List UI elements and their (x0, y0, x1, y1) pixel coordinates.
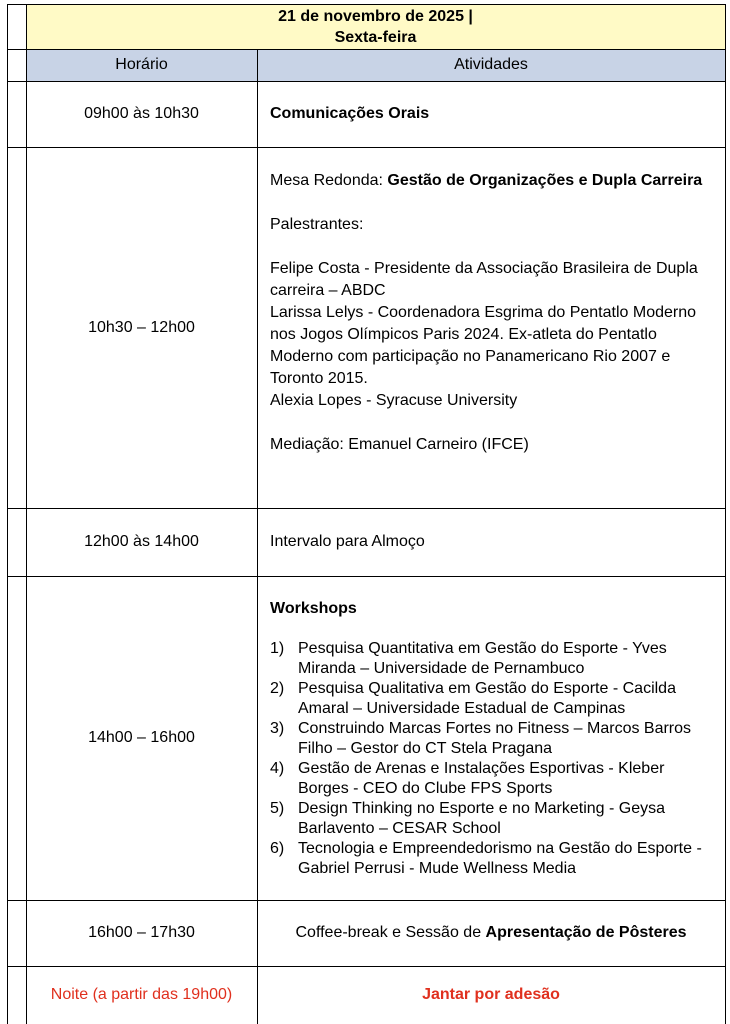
list-item: 5) Design Thinking no Esporte e no Marketing - Geysa Barlavento – CESAR School (270, 800, 666, 837)
time-cell: 10h30 – 12h00 (88, 318, 195, 336)
activity-text: Intervalo para Almoço (270, 533, 425, 550)
table-divider (7, 966, 726, 967)
table-divider (7, 576, 726, 577)
table-border (725, 4, 726, 1024)
activity-cell (270, 508, 720, 576)
table-divider (7, 900, 726, 901)
list-item: 6) Tecnologia e Empreendedorismo na Gestão do Esporte - Gabriel Perrusi - Mude Wellness Media (270, 840, 702, 877)
round-table-heading: Mesa Redonda: Gestão de Organizações e Dupla Carreira (270, 172, 703, 189)
time-cell: Noite (a partir das 19h00) (50, 986, 233, 1003)
time-cell: 12h00 às 14h00 (84, 533, 199, 550)
column-header-time: Horário (26, 49, 257, 81)
activity-cell (257, 966, 725, 1024)
workshops-title: Workshops (270, 600, 357, 617)
day-title (26, 4, 725, 49)
list-item: 2) Pesquisa Qualitativa em Gestão do Esporte - Cacilda Amaral – Universidade Estadual de Campinas (270, 680, 676, 717)
table-border (7, 4, 726, 5)
list-item: 4) Gestão de Arenas e Instalações Esportivas - Kleber Borges - CEO do Clube FPS Sports (270, 760, 665, 797)
table-divider (7, 508, 726, 509)
table-divider (7, 81, 726, 82)
workshop-list (270, 639, 718, 879)
table-divider (26, 4, 27, 1024)
activity-title: Jantar por adesão (422, 986, 560, 1003)
time-cell: 09h00 às 10h30 (84, 105, 199, 122)
list-item: 1) Pesquisa Quantitativa em Gestão do Esporte - Yves Miranda – Universidade de Pernambuco (270, 640, 667, 677)
table-divider (7, 147, 726, 148)
activity-title: Apresentação de Pôsteres (485, 924, 687, 941)
day-date: 21 de novembro de 2025 | (278, 7, 473, 25)
activity-cell (270, 81, 720, 147)
activity-cell (270, 598, 718, 879)
speaker-item: Larissa Lelys - Coordenadora Esgrima do Pentatlo Moderno nos Jogos Olímpicos Paris 2024. Ex-atleta do Pentatlo Moderno com participação no Panamericano Rio 2007 e Toronto 2015. (270, 304, 697, 387)
table-border (7, 4, 8, 1024)
time-cell: 16h00 – 17h30 (88, 924, 195, 941)
speaker-item: Felipe Costa - Presidente da Associação Brasileira de Dupla carreira – ABDC (270, 260, 698, 299)
table-divider (257, 49, 258, 1024)
time-cell: 14h00 – 16h00 (88, 729, 195, 746)
activity-title: Comunicações Orais (270, 105, 430, 122)
moderation: Mediação: Emanuel Carneiro (IFCE) (270, 436, 529, 453)
activity-cell: Coffee-break e Sessão de Apresentação de Pôsteres (295, 924, 687, 941)
speaker-item: Alexia Lopes - Syracuse University (270, 392, 518, 409)
table-divider (7, 49, 726, 50)
column-header-activities: Atividades (257, 49, 725, 81)
list-item: 3) Construindo Marcas Fortes no Fitness – Marcos Barros Filho – Gestor do CT Stela Pragana (270, 720, 692, 757)
activity-cell (270, 170, 718, 456)
day-weekday: Sexta-feira (334, 28, 417, 46)
speakers-label: Palestrantes: (270, 216, 364, 233)
